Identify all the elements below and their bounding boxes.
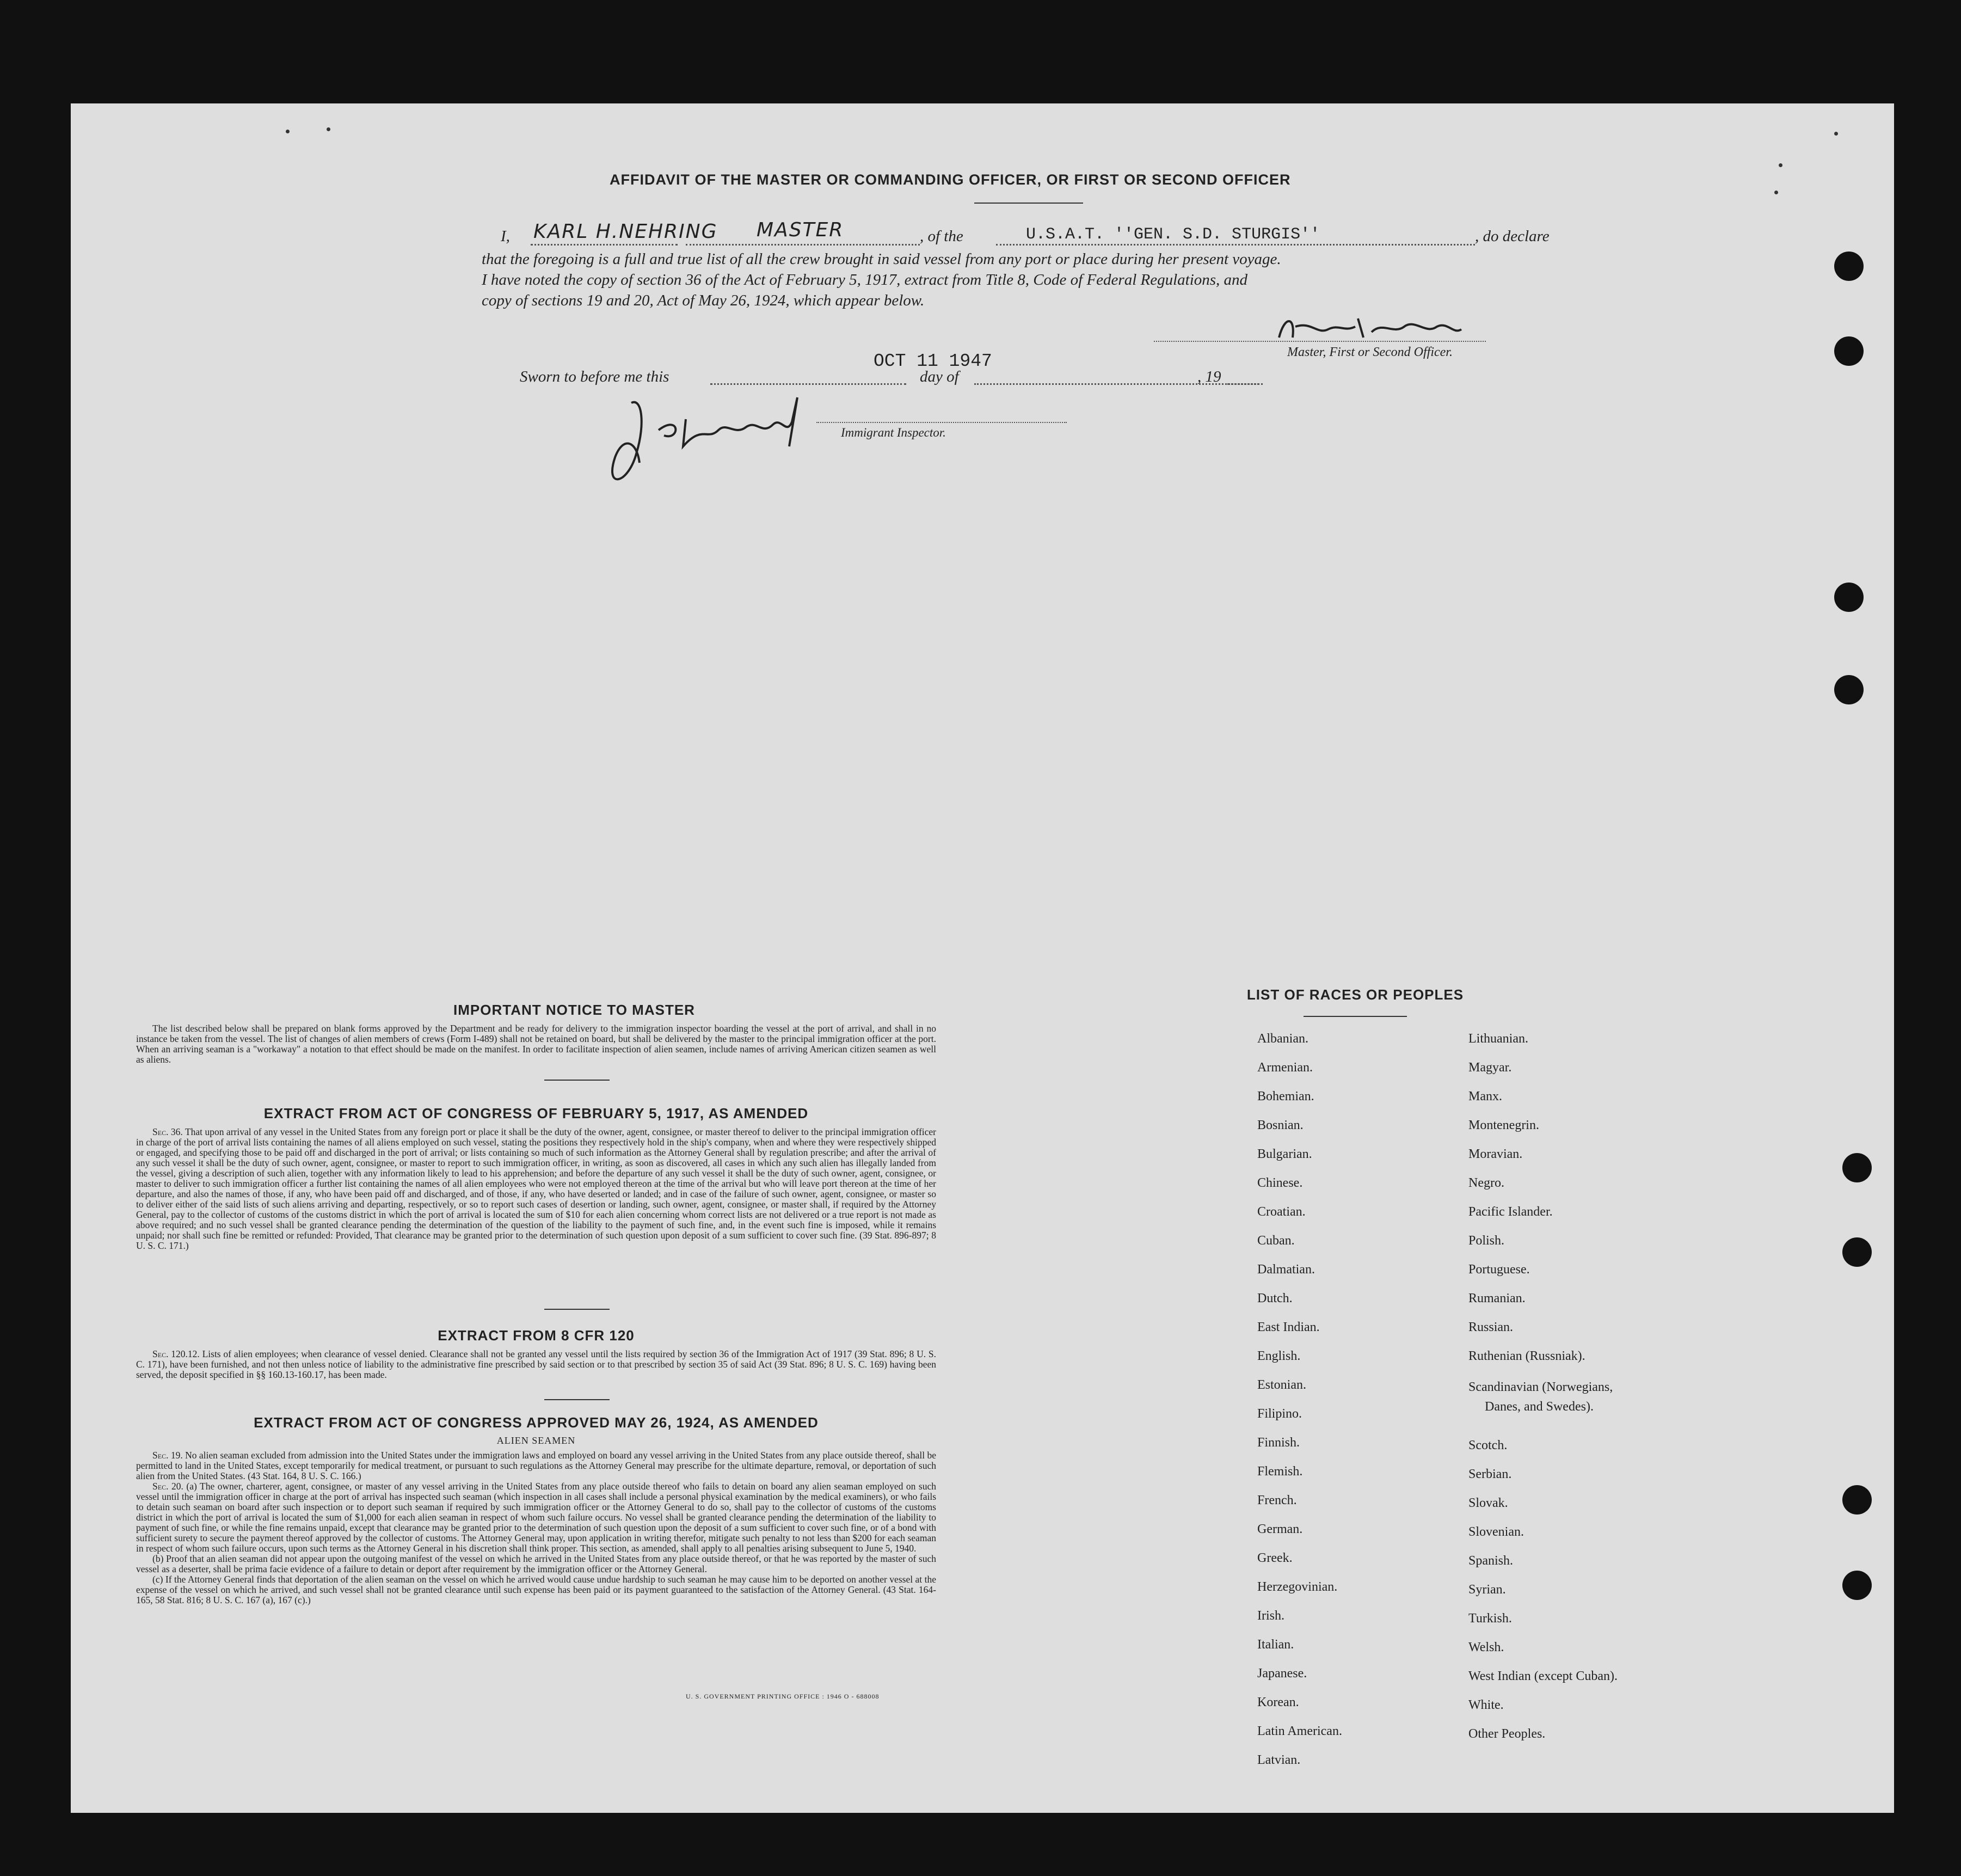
- extract-cfr-title: EXTRACT FROM 8 CFR 120: [438, 1327, 635, 1344]
- race-item: Negro.: [1468, 1176, 1504, 1190]
- printer-line: U. S. GOVERNMENT PRINTING OFFICE : 1946 O - 688008: [686, 1693, 880, 1700]
- date-stamp: OCT 11 1947: [874, 351, 992, 371]
- race-item: Irish.: [1257, 1609, 1284, 1623]
- race-item: Pacific Islander.: [1468, 1205, 1553, 1219]
- of-the-label: , of the: [920, 228, 963, 245]
- race-item: Moravian.: [1468, 1147, 1523, 1161]
- extract-cfr-text: [136, 1349, 936, 1380]
- scan-speck: [1774, 191, 1778, 194]
- year-label: , 19: [1197, 368, 1221, 385]
- punch-hole: [1842, 1153, 1872, 1182]
- section-label: Sec. 120.12.: [152, 1348, 200, 1359]
- affidavit-i: I,: [501, 228, 510, 245]
- race-item: Bulgarian.: [1257, 1147, 1312, 1161]
- punch-hole: [1842, 1571, 1872, 1600]
- affidavit-line-1: that the foregoing is a full and true list of all the crew brought in said vessel from any port or place during her present voyage.: [482, 250, 1281, 268]
- race-item: German.: [1257, 1522, 1303, 1536]
- inspector-signature-line: [816, 422, 1067, 423]
- document-page: [71, 103, 1894, 1813]
- race-item: Manx.: [1468, 1089, 1502, 1103]
- extract-1917-text: [136, 1127, 936, 1251]
- race-item: Dutch.: [1257, 1291, 1293, 1305]
- race-item: Finnish.: [1257, 1436, 1300, 1450]
- section-20c: (c) If the Attorney General finds that deportation of the alien seaman on the vessel on which he arrived would cause undue hardship to such seaman he may cause him to be deported on another vessel at the expense of the vessel on which he arrived, and such vessel shall not be granted clearance until such expense has been paid or its payment guaranteed to the satisfaction of the Attorney General. (43 Stat. 164-165, 58 Stat. 816; 8 U. S. C. 167 (a), 167 (c).): [136, 1574, 936, 1605]
- extract-1924-title: EXTRACT FROM ACT OF CONGRESS APPROVED MAY 26, 1924, AS AMENDED: [254, 1414, 819, 1431]
- race-item: French.: [1257, 1493, 1297, 1507]
- rank-handwritten: MASTER: [757, 219, 844, 241]
- race-item: English.: [1257, 1349, 1301, 1363]
- race-item: Slovak.: [1468, 1496, 1508, 1510]
- race-item: Cuban.: [1257, 1234, 1295, 1248]
- race-item: Welsh.: [1468, 1640, 1504, 1654]
- race-item: Ruthenian (Russniak).: [1468, 1349, 1585, 1363]
- race-item: Latvian.: [1257, 1753, 1301, 1767]
- race-item: Turkish.: [1468, 1611, 1512, 1626]
- race-item: Filipino.: [1257, 1407, 1302, 1421]
- affidavit-title: AFFIDAVIT OF THE MASTER OR COMMANDING OFFICER, OR FIRST OR SECOND OFFICER: [610, 171, 1291, 188]
- race-item: Herzegovinian.: [1257, 1580, 1338, 1594]
- race-item: Montenegrin.: [1468, 1118, 1539, 1132]
- race-item: Italian.: [1257, 1638, 1294, 1652]
- section-19-text: No alien seaman excluded from admission into the United States under the immigration laws and employed on board any vessel arriving in the United States from any place outside thereof, shall be permitted to land in the United States, except temporarily for medical treatment, or pursuant to such regulations as the Attorney General may prescribe for the ultimate departure, removal, or deportation of such alien from the United States. (43 Stat. 164, 8 U. S. C. 166.): [136, 1450, 936, 1481]
- race-item: Scotch.: [1468, 1438, 1508, 1452]
- section-label: Sec. 19.: [152, 1450, 183, 1461]
- scan-speck: [286, 130, 290, 133]
- race-item: Croatian.: [1257, 1205, 1306, 1219]
- race-item: Portuguese.: [1468, 1262, 1530, 1277]
- race-item: Serbian.: [1468, 1467, 1512, 1481]
- race-item: Polish.: [1468, 1234, 1505, 1248]
- race-item: White.: [1468, 1698, 1504, 1712]
- divider: [544, 1309, 610, 1310]
- punch-hole: [1834, 252, 1864, 281]
- day-of-label: day of: [920, 368, 959, 385]
- vessel-line: [996, 244, 1475, 246]
- punch-hole: [1842, 1237, 1872, 1267]
- race-item: Scandinavian (Norwegians,: [1468, 1380, 1613, 1394]
- scan-speck: [1779, 163, 1782, 167]
- affidavit-line-2: I have noted the copy of section 36 of the Act of February 5, 1917, extract from Title 8, Code of Federal Regulations, and: [482, 271, 1248, 289]
- race-item: Lithuanian.: [1468, 1032, 1528, 1046]
- race-item: Greek.: [1257, 1551, 1293, 1565]
- divider: [1304, 1016, 1407, 1017]
- notice-title: IMPORTANT NOTICE TO MASTER: [453, 1002, 695, 1018]
- race-item: Rumanian.: [1468, 1291, 1526, 1305]
- race-item: Korean.: [1257, 1695, 1299, 1709]
- scan-speck: [327, 127, 330, 131]
- vessel-name: U.S.A.T. ''GEN. S.D. STURGIS'': [1026, 225, 1320, 244]
- section-20a: [136, 1481, 936, 1554]
- race-item: Slovenian.: [1468, 1525, 1524, 1539]
- extract-1917-title: EXTRACT FROM ACT OF CONGRESS OF FEBRUARY 5, 1917, AS AMENDED: [263, 1105, 809, 1121]
- year-line: [1227, 383, 1263, 385]
- section-20a-text: (a) The owner, charterer, agent, consignee, or master of any vessel arriving in the United States from any place outside thereof who fails to detain on board any alien seaman employed on such vessel until the immigration officer in charge at the port of arrival has inspected such seaman (which inspection in all cases shall include a personal physical examination by the medical examiners), or who fails to detain such seaman on board after such inspection or to deport such seaman if required by such immigration officer or the Attorney General to do so, shall pay to the collector of customs of the customs district in which the port of arrival is located the sum of $1,000 for each alien seaman in respect of whom such failure occurs. No vessel shall be granted clearance pending the determination of the liability to payment of such fine, or while the fine remains unpaid, except that clearance may be granted prior to the determination of such question upon the deposit of a sum sufficient to cover such fine, or of a bond with sufficient surety to secure the payment thereof approved by the collector of customs. The Attorney General may, upon application in writing therefor, mitigate such penalty to not less than $200 for each seaman in respect of whom such failure occurs, upon such terms as the Attorney General in his discretion shall think proper. This section, as amended, shall apply to all penalties arising subsequent to June 5, 1940.: [136, 1481, 936, 1554]
- race-item: Estonian.: [1257, 1378, 1306, 1392]
- punch-hole: [1842, 1485, 1872, 1515]
- affidavit-line-3: copy of sections 19 and 20, Act of May 26, 1924, which appear below.: [482, 292, 925, 309]
- section-label: Sec. 36.: [152, 1126, 183, 1137]
- race-item: Other Peoples.: [1468, 1727, 1546, 1741]
- race-item: Spanish.: [1468, 1554, 1514, 1568]
- section-120-text: Lists of alien employees; when clearance of vessel denied. Clearance shall not be granted any vessel until the lists required by section 36 of the Immigration Act of 1917 (39 Stat. 896; 8 U. S. C. 171), have been furnished, and not then unless notice of liability to the administrative fine prescribed by said section or to that prescribed by section 35 of said Act (39 Stat. 896; 8 U. S. C. 169) having been served, the deposit specified in §§ 160.13-160.17, has been made.: [136, 1348, 936, 1380]
- punch-hole: [1834, 583, 1864, 612]
- race-item: Magyar.: [1468, 1060, 1512, 1075]
- name-line: [531, 244, 678, 246]
- section-label: Sec. 20.: [152, 1481, 183, 1492]
- notice-text: The list described below shall be prepared on blank forms approved by the Department and be ready for delivery to the immigration inspector boarding the vessel at the port of arrival, and shall in no instance be taken from the vessel. The list of changes of alien members of crews (Form I-489) shall not be retained on board, but shall be delivered by the master to the principal immigration officer at the port. When an arriving seaman is a "workaway" a notation to that effect should be made on the manifest. In order to facilitate inspection of alien seamen, include names of arriving American citizen seamen as well as aliens.: [136, 1023, 936, 1065]
- master-signature: [1263, 310, 1470, 348]
- races-title: LIST OF RACES OR PEOPLES: [1246, 986, 1464, 1003]
- inspector-signature: [599, 392, 838, 501]
- extract-1924-text: [136, 1450, 936, 1605]
- race-item: Syrian.: [1468, 1583, 1506, 1597]
- race-item: Bosnian.: [1257, 1118, 1304, 1132]
- section-36-text: That upon arrival of any vessel in the United States from any foreign port or place it shall be the duty of the owner, agent, consignee, or master thereof to deliver to the principal immigration officer in charge of the port of arrival lists containing the names of all aliens employed on such vessel, stating the positions they respectively hold in the ship's company, when and where they were respectively shipped or engaged, and specifying those to be paid off and discharged in the port of arrival; or lists containing so much of such information as the Attorney General shall by regulation prescribe; and after the arrival of any such vessel it shall be the duty of such owner, agent, consignee, or master to report to such immigration officer, in writing, as soon as discovered, all cases in which any such alien has illegally landed from the vessel, giving a description of such alien, together with any information likely to lead to his apprehension; and before the departure of any such vessel it shall be the duty of such owner, agent, consignee, or master to deliver to such immigration officer a further list containing the names of all alien employees who were not employed thereon at the time of the arrival but who will leave port thereon at the time of her departure, and also the names of those, if any, who have been paid off and discharged, and of those, if any, who have deserted or landed; and in case of the failure of such owner, agent, consignee, or master so to deliver either of the said lists of such aliens arriving and departing, respectively, or so to report such cases of desertion or landing, such owner, agent, consignee, or master shall, if required by the Attorney General, pay to the collector of customs of the customs district in which the port of arrival is located the sum of $10 for each alien concerning whom correct lists are not delivered or a true report is not made as above required; and no such vessel shall be granted clearance pending the determination of the question of the liability to the payment of such fine, and, in the event such fine is imposed, while it remains unpaid; nor shall such fine be remitted or refunded: Provided, That clearance may be granted prior to the determination of such question upon deposit of a sum sufficient to cover such fine. (39 Stat. 896-897; 8 U. S. C. 171.): [136, 1126, 936, 1251]
- rank-line: [686, 244, 920, 246]
- do-declare-label: , do declare: [1475, 228, 1550, 245]
- race-item: Russian.: [1468, 1320, 1514, 1334]
- divider: [544, 1080, 610, 1081]
- divider: [974, 203, 1083, 204]
- master-name-handwritten: KARL H.NEHRING: [533, 220, 718, 243]
- race-item: Latin American.: [1257, 1724, 1342, 1738]
- punch-hole: [1834, 675, 1864, 704]
- race-item: Bohemian.: [1257, 1089, 1314, 1103]
- inspector-label: Immigrant Inspector.: [841, 426, 946, 439]
- section-19: [136, 1450, 936, 1481]
- race-item: Dalmatian.: [1257, 1262, 1315, 1277]
- sworn-label: Sworn to before me this: [520, 368, 669, 385]
- master-signature-label: Master, First or Second Officer.: [1287, 345, 1453, 359]
- race-item: Albanian.: [1257, 1032, 1308, 1046]
- race-item: East Indian.: [1257, 1320, 1320, 1334]
- race-item: Flemish.: [1257, 1464, 1303, 1479]
- day-line: [710, 383, 906, 385]
- race-item: Chinese.: [1257, 1176, 1303, 1190]
- race-item: Japanese.: [1257, 1666, 1307, 1681]
- alien-seamen-subtitle: ALIEN SEAMEN: [496, 1435, 576, 1446]
- race-item: Danes, and Swedes).: [1485, 1400, 1594, 1414]
- race-item: Armenian.: [1257, 1060, 1313, 1075]
- divider: [544, 1399, 610, 1400]
- master-signature-line: [1154, 341, 1486, 342]
- race-item: West Indian (except Cuban).: [1468, 1669, 1618, 1683]
- section-20b: (b) Proof that an alien seaman did not appear upon the outgoing manifest of the vessel on which he arrived in the United States from any place outside thereof, or that he was reported by the master of such vessel as a deserter, shall be prima facie evidence of a failure to detain or deport after requirement by the immigration officer or the Attorney General.: [136, 1553, 936, 1574]
- punch-hole: [1834, 336, 1864, 366]
- scan-speck: [1834, 132, 1838, 136]
